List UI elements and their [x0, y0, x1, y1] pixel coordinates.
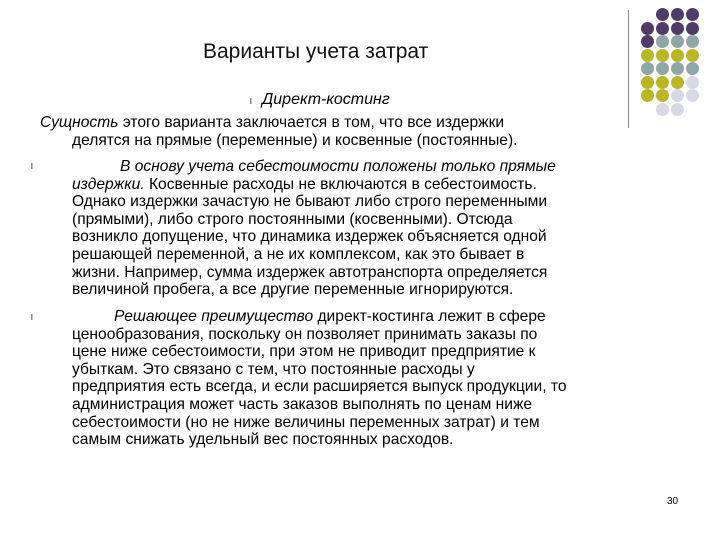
decorative-dot [671, 49, 684, 62]
decorative-divider-line [628, 10, 629, 128]
paragraph-line: жизни. Например, сумма издержек автотранспорта определяется [72, 263, 548, 281]
decorative-dot [671, 76, 684, 89]
decorative-dot [686, 8, 699, 21]
decorative-dot [656, 62, 669, 75]
paragraph-line: себестоимости (но не ниже величины переменных затрат) и тем [72, 413, 540, 431]
decorative-dot [686, 49, 699, 62]
slide-title: Варианты учета затрат [203, 40, 429, 63]
paragraph-line: делятся на прямые (переменные) и косвенные (постоянные). [72, 131, 518, 149]
decorative-dot [671, 89, 684, 102]
decorative-dot [641, 35, 654, 48]
decorative-dot [671, 8, 684, 21]
text-span: Косвенные расходы не включаются в себестоимость. [144, 175, 537, 193]
paragraph-line [72, 176, 662, 194]
decorative-dot [656, 22, 669, 35]
text-span: этого варианта заключается в том, что все издержки [118, 114, 505, 131]
paragraph-line: (прямыми), либо строго постоянными (косвенными). Отсюда [72, 210, 513, 228]
italic-term: Решающее преимущество [114, 308, 314, 325]
decorative-dot [671, 62, 684, 75]
paragraph-advantage [72, 308, 692, 449]
decorative-dot [656, 49, 669, 62]
bullet-icon: l [31, 313, 33, 322]
page-number: 30 [667, 496, 679, 507]
decorative-dot [686, 62, 699, 75]
decorative-dot [686, 35, 699, 48]
paragraph-line: решающей переменной, а не их комплексом, как это бывает в [72, 245, 525, 263]
paragraph-line: самым снижать удельный вес постоянных расходов. [72, 431, 454, 449]
decorative-dot [641, 76, 654, 89]
paragraph-line: возникло допущение, что динамика издержек объясняется одной [72, 228, 547, 246]
decorative-dot [671, 22, 684, 35]
paragraph-line: убыткам. Это связано с тем, что постоянные расходы у [72, 360, 475, 378]
decorative-dot [656, 35, 669, 48]
paragraph-line: Однако издержки зачастую не бывают либо строго переменными [72, 193, 548, 211]
decorative-dot [686, 76, 699, 89]
text-span: директ-костинга лежит в сфере [313, 308, 546, 325]
paragraph-line: предприятия есть всегда, и если расширяется выпуск продукции, то [72, 378, 567, 396]
decorative-dot [671, 103, 684, 116]
paragraph-line [40, 114, 640, 132]
decorative-dot [641, 89, 654, 102]
paragraph-line [72, 308, 692, 326]
decorative-dot [656, 76, 669, 89]
decorative-dot [686, 22, 699, 35]
italic-term: Сущность [40, 114, 119, 131]
paragraph-essence [40, 114, 640, 149]
paragraph-line: администрация может часть заказов выполнять по ценам ниже [72, 395, 533, 413]
decorative-dot [656, 103, 669, 116]
decorative-dot [641, 49, 654, 62]
bullet-icon: l [31, 162, 33, 171]
paragraph-line: ценообразования, поскольку он позволяет принимать заказы по [72, 325, 538, 343]
decorative-dot [656, 89, 669, 102]
decorative-dot-grid [641, 8, 720, 118]
paragraph-line: цене ниже себестоимости, при этом не приводит предприятие к [72, 343, 536, 361]
italic-text: издержки. [72, 175, 145, 193]
paragraph-line: величиной пробега, а все другие переменные игнорируются. [72, 281, 514, 299]
decorative-dot [686, 89, 699, 102]
decorative-dot [656, 8, 669, 21]
section-heading: Директ-костинг [262, 91, 390, 108]
decorative-dot [671, 35, 684, 48]
bullet-icon: l [250, 97, 252, 106]
paragraph-line [72, 158, 662, 176]
paragraph-direct-costs [72, 158, 662, 299]
decorative-dot [641, 22, 654, 35]
decorative-dot [641, 62, 654, 75]
italic-text: В основу учета себестоимости положены только прямые [120, 158, 556, 175]
